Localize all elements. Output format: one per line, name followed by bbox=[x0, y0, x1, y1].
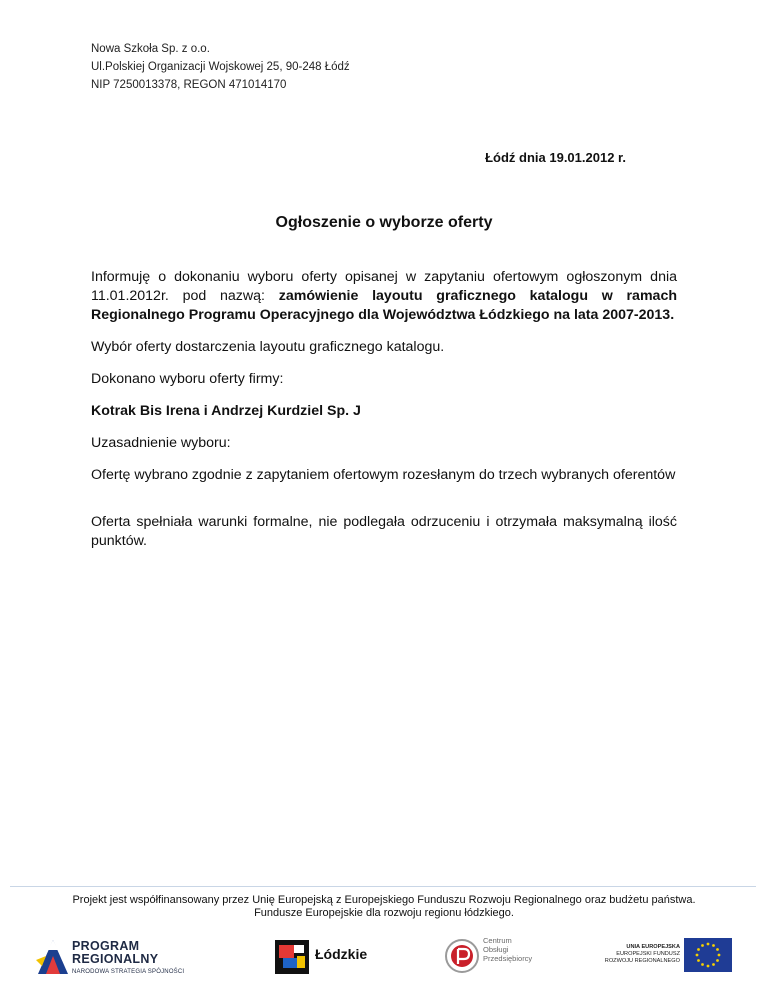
intro-paragraph bbox=[91, 268, 677, 325]
eu-flag-icon bbox=[684, 938, 732, 972]
lodzkie-text: Łódzkie bbox=[315, 946, 368, 962]
program-regionalny-icon bbox=[36, 936, 70, 976]
paragraph-company-chosen: Dokonano wyboru oferty firmy: bbox=[91, 371, 284, 387]
company-header bbox=[91, 40, 350, 94]
document-body bbox=[91, 268, 677, 551]
document-date: Łódź dnia 19.01.2012 r. bbox=[485, 150, 626, 165]
program-regionalny-logo bbox=[36, 930, 196, 986]
eu-line-3: ROZWOJU REGIONALNEGO bbox=[604, 958, 680, 964]
eu-line-2: EUROPEJSKI FUNDUSZ bbox=[616, 951, 680, 957]
lodzkie-icon bbox=[275, 940, 309, 974]
footer-line-1: Projekt jest współfinansowany przez Unię Europejską z Europejskiego Funduszu Rozwoju Regionalnego oraz budżetu państwa. bbox=[72, 894, 696, 906]
intro-text: Informuję o dokonaniu wyboru oferty opisanej w zapytaniu ofertowym ogłoszonym dnia 11.01.2012r. pod nazwą: bbox=[91, 269, 677, 304]
eu-line-1: UNIA EUROPEJSKA bbox=[626, 944, 680, 950]
winning-company: Kotrak Bis Irena i Andrzej Kurdziel Sp. J bbox=[91, 403, 361, 419]
company-ids: NIP 7250013378, REGON 471014170 bbox=[91, 79, 287, 91]
cop-line-2: Obsługi bbox=[483, 945, 509, 954]
justification-paragraph: Ofertę wybrano zgodnie z zapytaniem ofertowym rozesłanym do trzech wybranych oferentów bbox=[91, 467, 676, 483]
document-title: Ogłoszenie o wyborze oferty bbox=[275, 214, 493, 231]
footer-divider bbox=[10, 886, 756, 887]
paragraph-offer-choice: Wybór oferty dostarczenia layoutu graficznego katalogu. bbox=[91, 339, 445, 355]
conclusion-paragraph: Oferta spełniała warunki formalne, nie podlegała odrzuceniu i otrzymała maksymalną ilość punktów. bbox=[91, 514, 677, 549]
footer-note bbox=[0, 894, 768, 920]
lodzkie-logo bbox=[275, 930, 385, 986]
intro-bold-text: zamówienie layoutu graficznego katalogu w ramach Regionalnego Programu Operacyjnego dla Województwa Łódzkiego na lata 2007-2013. bbox=[91, 288, 678, 323]
eu-logo bbox=[588, 930, 738, 986]
company-name: Nowa Szkoła Sp. z o.o. bbox=[91, 43, 210, 55]
funding-logos bbox=[0, 930, 768, 986]
cop-logo bbox=[445, 930, 540, 986]
company-address: Ul.Polskiej Organizacji Wojskowej 25, 90-248 Łódź bbox=[91, 61, 350, 73]
justification-heading: Uzasadnienie wyboru: bbox=[91, 435, 231, 451]
cop-line-1: Centrum bbox=[483, 936, 512, 945]
cop-icon bbox=[445, 938, 479, 974]
program-line: PROGRAM bbox=[72, 939, 140, 953]
cop-line-3: Przedsiębiorcy bbox=[483, 954, 533, 963]
strategy-line: NARODOWA STRATEGIA SPÓJNOŚCI bbox=[72, 969, 185, 975]
footer-line-2: Fundusze Europejskie dla rozwoju regionu łódzkiego. bbox=[254, 907, 514, 919]
regionalny-line: REGIONALNY bbox=[72, 952, 159, 966]
